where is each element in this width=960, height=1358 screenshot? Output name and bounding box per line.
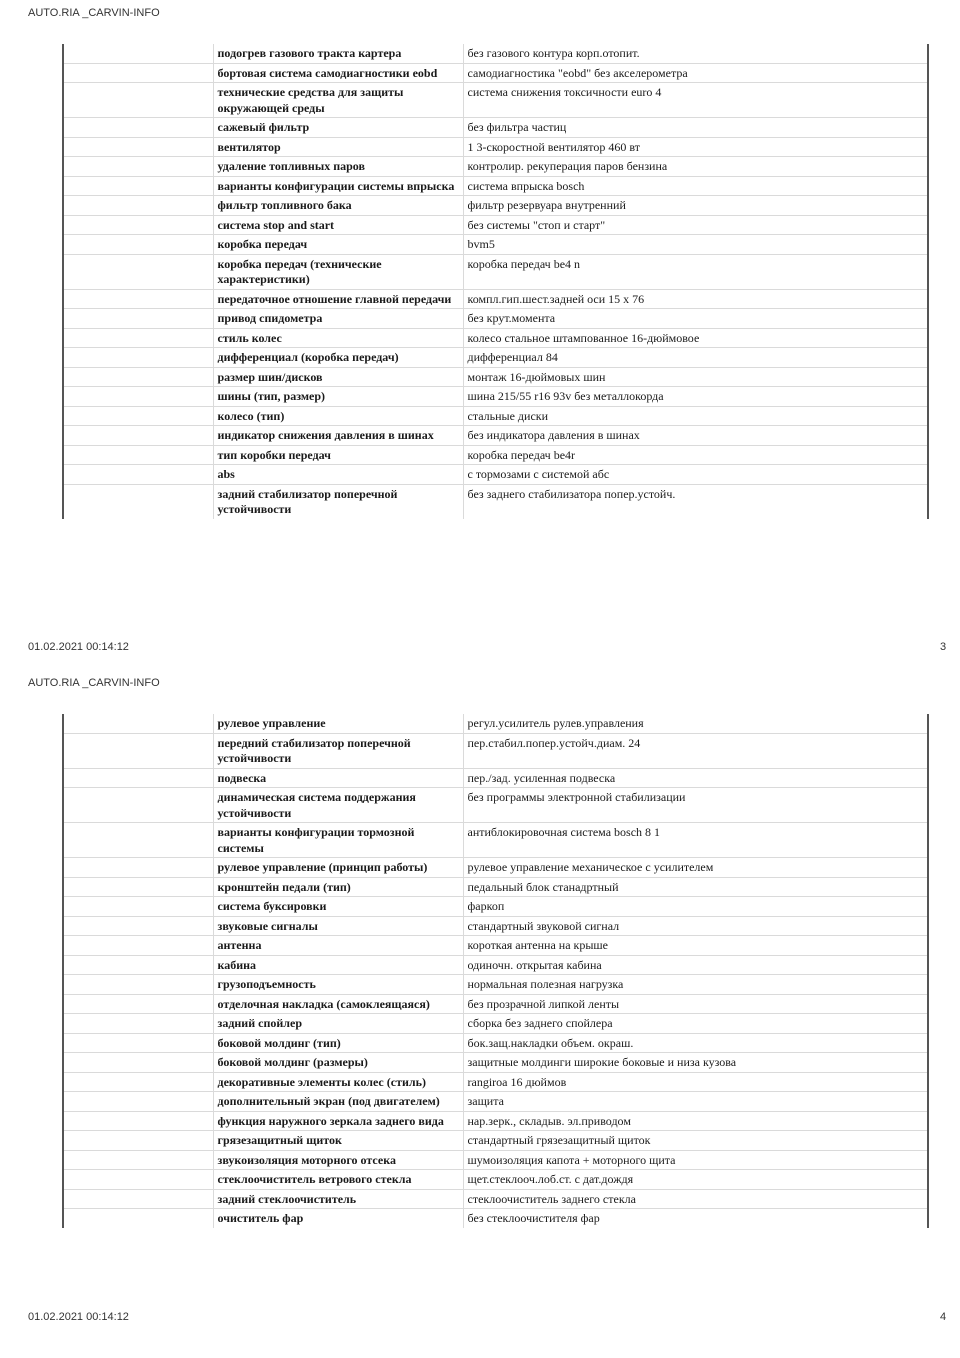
table-row bbox=[63, 1170, 928, 1190]
table-row bbox=[63, 44, 928, 63]
table-row bbox=[63, 176, 928, 196]
spec-value-cell: пер.стабил.попер.устойч.диам. 24 bbox=[463, 733, 928, 768]
spec-name-cell: рулевое управление (принцип работы) bbox=[213, 858, 463, 878]
spec-value-cell: колесо стальное штампованное 16-дюймовое bbox=[463, 328, 928, 348]
empty-cell bbox=[63, 406, 213, 426]
spec-name-cell: размер шин/дисков bbox=[213, 367, 463, 387]
spec-name-cell: задний стеклоочиститель bbox=[213, 1189, 463, 1209]
spec-value-cell: пер./зад. усиленная подвеска bbox=[463, 768, 928, 788]
table-row bbox=[63, 788, 928, 823]
table-row bbox=[63, 157, 928, 177]
spec-name-cell: система буксировки bbox=[213, 897, 463, 917]
spec-name-cell: стиль колес bbox=[213, 328, 463, 348]
spec-name-cell: коробка передач (технические характеристики) bbox=[213, 254, 463, 289]
spec-table-body bbox=[63, 44, 928, 519]
spec-name-cell: удаление топливных паров bbox=[213, 157, 463, 177]
table-row bbox=[63, 955, 928, 975]
spec-name-cell: кабина bbox=[213, 955, 463, 975]
empty-cell bbox=[63, 328, 213, 348]
table-row bbox=[63, 1209, 928, 1228]
spec-value-cell: защитные молдинги широкие боковые и низа кузова bbox=[463, 1053, 928, 1073]
page-header: AUTO.RIA _CARVIN-INFO bbox=[28, 677, 160, 689]
spec-value-cell: система снижения токсичности euro 4 bbox=[463, 83, 928, 118]
table-row bbox=[63, 215, 928, 235]
spec-value-cell: сборка без заднего спойлера bbox=[463, 1014, 928, 1034]
spec-name-cell: задний стабилизатор поперечной устойчивости bbox=[213, 484, 463, 519]
spec-name-cell: сажевый фильтр bbox=[213, 118, 463, 138]
empty-cell bbox=[63, 897, 213, 917]
spec-value-cell: коробка передач be4r bbox=[463, 445, 928, 465]
spec-name-cell: звукоизоляция моторного отсека bbox=[213, 1150, 463, 1170]
table-row bbox=[63, 137, 928, 157]
footer-date: 01.02.2021 00:14:12 bbox=[28, 1311, 129, 1323]
spec-value-cell: монтаж 16-дюймовых шин bbox=[463, 367, 928, 387]
empty-cell bbox=[63, 1033, 213, 1053]
spec-value-cell: короткая антенна на крыше bbox=[463, 936, 928, 956]
empty-cell bbox=[63, 1053, 213, 1073]
spec-table bbox=[62, 44, 929, 519]
table-row bbox=[63, 387, 928, 407]
spec-name-cell: задний спойлер bbox=[213, 1014, 463, 1034]
empty-cell bbox=[63, 994, 213, 1014]
table-row bbox=[63, 484, 928, 519]
table-row bbox=[63, 445, 928, 465]
empty-cell bbox=[63, 445, 213, 465]
spec-value-cell: bvm5 bbox=[463, 235, 928, 255]
spec-name-cell: звуковые сигналы bbox=[213, 916, 463, 936]
spec-value-cell: шумоизоляция капота + моторного щита bbox=[463, 1150, 928, 1170]
spec-name-cell: антенна bbox=[213, 936, 463, 956]
table-row bbox=[63, 714, 928, 733]
spec-name-cell: передний стабилизатор поперечной устойчивости bbox=[213, 733, 463, 768]
table-row bbox=[63, 936, 928, 956]
page-number: 3 bbox=[940, 641, 947, 653]
empty-cell bbox=[63, 1170, 213, 1190]
spec-value-cell: шина 215/55 r16 93v без металлокорда bbox=[463, 387, 928, 407]
empty-cell bbox=[63, 309, 213, 329]
table-row bbox=[63, 877, 928, 897]
table-row bbox=[63, 63, 928, 83]
table-row bbox=[63, 823, 928, 858]
table-row bbox=[63, 1033, 928, 1053]
spec-value-cell: щет.стеклооч.лоб.ст. с дат.дождя bbox=[463, 1170, 928, 1190]
spec-name-cell: тип коробки передач bbox=[213, 445, 463, 465]
spec-name-cell: варианты конфигурации системы впрыска bbox=[213, 176, 463, 196]
table-row bbox=[63, 858, 928, 878]
spec-value-cell: без газового контура корп.отопит. bbox=[463, 44, 928, 63]
spec-value-cell: без индикатора давления в шинах bbox=[463, 426, 928, 446]
empty-cell bbox=[63, 1111, 213, 1131]
spec-value-cell: без прозрачной липкой ленты bbox=[463, 994, 928, 1014]
empty-cell bbox=[63, 137, 213, 157]
table-row bbox=[63, 1072, 928, 1092]
spec-value-cell: стандартный звуковой сигнал bbox=[463, 916, 928, 936]
spec-value-cell: самодиагностика "eobd" без акселерометра bbox=[463, 63, 928, 83]
spec-value-cell: нормальная полезная нагрузка bbox=[463, 975, 928, 995]
table-row bbox=[63, 406, 928, 426]
empty-cell bbox=[63, 788, 213, 823]
empty-cell bbox=[63, 118, 213, 138]
spec-name-cell: abs bbox=[213, 465, 463, 485]
footer-date: 01.02.2021 00:14:12 bbox=[28, 641, 129, 653]
spec-name-cell: шины (тип, размер) bbox=[213, 387, 463, 407]
table-row bbox=[63, 768, 928, 788]
spec-value-cell: бок.защ.накладки объем. окраш. bbox=[463, 1033, 928, 1053]
spec-value-cell: регул.усилитель рулев.управления bbox=[463, 714, 928, 733]
spec-value-cell: контролир. рекуперация паров бензина bbox=[463, 157, 928, 177]
table-row bbox=[63, 1053, 928, 1073]
table-row bbox=[63, 254, 928, 289]
empty-cell bbox=[63, 348, 213, 368]
table-row bbox=[63, 1150, 928, 1170]
spec-name-cell: технические средства для защиты окружающей среды bbox=[213, 83, 463, 118]
empty-cell bbox=[63, 823, 213, 858]
empty-cell bbox=[63, 426, 213, 446]
spec-value-cell: без системы "стоп и старт" bbox=[463, 215, 928, 235]
empty-cell bbox=[63, 714, 213, 733]
spec-name-cell: колесо (тип) bbox=[213, 406, 463, 426]
empty-cell bbox=[63, 44, 213, 63]
table-row bbox=[63, 733, 928, 768]
spec-value-cell: компл.гип.шест.задней оси 15 x 76 bbox=[463, 289, 928, 309]
spec-name-cell: коробка передач bbox=[213, 235, 463, 255]
empty-cell bbox=[63, 1209, 213, 1228]
spec-name-cell: декоративные элементы колес (стиль) bbox=[213, 1072, 463, 1092]
spec-name-cell: привод спидометра bbox=[213, 309, 463, 329]
spec-value-cell: стеклоочиститель заднего стекла bbox=[463, 1189, 928, 1209]
spec-name-cell: дифференциал (коробка передач) bbox=[213, 348, 463, 368]
table-row bbox=[63, 196, 928, 216]
spec-value-cell: с тормозами с системой абс bbox=[463, 465, 928, 485]
table-row bbox=[63, 975, 928, 995]
spec-name-cell: дополнительный экран (под двигателем) bbox=[213, 1092, 463, 1112]
table-row bbox=[63, 1014, 928, 1034]
table-row bbox=[63, 465, 928, 485]
table-row bbox=[63, 83, 928, 118]
table-row bbox=[63, 1189, 928, 1209]
empty-cell bbox=[63, 465, 213, 485]
spec-name-cell: варианты конфигурации тормозной системы bbox=[213, 823, 463, 858]
empty-cell bbox=[63, 955, 213, 975]
spec-name-cell: индикатор снижения давления в шинах bbox=[213, 426, 463, 446]
spec-name-cell: боковой молдинг (тип) bbox=[213, 1033, 463, 1053]
spec-value-cell: 1 3-скоростной вентилятор 460 вт bbox=[463, 137, 928, 157]
spec-name-cell: стеклоочиститель ветрового стекла bbox=[213, 1170, 463, 1190]
empty-cell bbox=[63, 1189, 213, 1209]
empty-cell bbox=[63, 63, 213, 83]
empty-cell bbox=[63, 254, 213, 289]
table-row bbox=[63, 897, 928, 917]
table-row bbox=[63, 328, 928, 348]
spec-name-cell: динамическая система поддержания устойчивости bbox=[213, 788, 463, 823]
spec-value-cell: без стеклоочистителя фар bbox=[463, 1209, 928, 1228]
spec-value-cell: педальный блок станадртный bbox=[463, 877, 928, 897]
spec-name-cell: боковой молдинг (размеры) bbox=[213, 1053, 463, 1073]
spec-name-cell: фильтр топливного бака bbox=[213, 196, 463, 216]
empty-cell bbox=[63, 1150, 213, 1170]
spec-name-cell: передаточное отношение главной передачи bbox=[213, 289, 463, 309]
spec-value-cell: нар.зерк., складыв. эл.приводом bbox=[463, 1111, 928, 1131]
spec-name-cell: функция наружного зеркала заднего вида bbox=[213, 1111, 463, 1131]
spec-value-cell: стальные диски bbox=[463, 406, 928, 426]
empty-cell bbox=[63, 157, 213, 177]
spec-name-cell: вентилятор bbox=[213, 137, 463, 157]
table-row bbox=[63, 348, 928, 368]
table-row bbox=[63, 309, 928, 329]
table-row bbox=[63, 1131, 928, 1151]
spec-value-cell: одиночн. открытая кабина bbox=[463, 955, 928, 975]
spec-value-cell: стандартный грязезащитный щиток bbox=[463, 1131, 928, 1151]
empty-cell bbox=[63, 733, 213, 768]
table-row bbox=[63, 426, 928, 446]
spec-value-cell: система впрыска bosch bbox=[463, 176, 928, 196]
table-row bbox=[63, 1111, 928, 1131]
spec-table bbox=[62, 714, 929, 1228]
empty-cell bbox=[63, 858, 213, 878]
empty-cell bbox=[63, 196, 213, 216]
table-row bbox=[63, 289, 928, 309]
spec-value-cell: рулевое управление механическое с усилителем bbox=[463, 858, 928, 878]
empty-cell bbox=[63, 975, 213, 995]
spec-value-cell: антиблокировочная система bosch 8 1 bbox=[463, 823, 928, 858]
page-header: AUTO.RIA _CARVIN-INFO bbox=[28, 7, 160, 19]
table-row bbox=[63, 916, 928, 936]
spec-name-cell: подвеска bbox=[213, 768, 463, 788]
empty-cell bbox=[63, 83, 213, 118]
empty-cell bbox=[63, 1131, 213, 1151]
empty-cell bbox=[63, 235, 213, 255]
spec-name-cell: бортовая система самодиагностики eobd bbox=[213, 63, 463, 83]
spec-value-cell: фильтр резервуара внутренний bbox=[463, 196, 928, 216]
empty-cell bbox=[63, 289, 213, 309]
spec-value-cell: дифференциал 84 bbox=[463, 348, 928, 368]
empty-cell bbox=[63, 176, 213, 196]
table-row bbox=[63, 1092, 928, 1112]
empty-cell bbox=[63, 367, 213, 387]
empty-cell bbox=[63, 877, 213, 897]
spec-name-cell: подогрев газового тракта картера bbox=[213, 44, 463, 63]
spec-value-cell: фаркоп bbox=[463, 897, 928, 917]
empty-cell bbox=[63, 1072, 213, 1092]
spec-table-body bbox=[63, 714, 928, 1228]
empty-cell bbox=[63, 215, 213, 235]
spec-value-cell: без фильтра частиц bbox=[463, 118, 928, 138]
spec-value-cell: без программы электронной стабилизации bbox=[463, 788, 928, 823]
spec-name-cell: отделочная накладка (самоклеящаяся) bbox=[213, 994, 463, 1014]
page-number: 4 bbox=[940, 1311, 947, 1323]
spec-value-cell: rangiroa 16 дюймов bbox=[463, 1072, 928, 1092]
table-row bbox=[63, 118, 928, 138]
table-row bbox=[63, 235, 928, 255]
empty-cell bbox=[63, 768, 213, 788]
spec-value-cell: без заднего стабилизатора попер.устойч. bbox=[463, 484, 928, 519]
empty-cell bbox=[63, 1092, 213, 1112]
empty-cell bbox=[63, 387, 213, 407]
table-row bbox=[63, 367, 928, 387]
spec-name-cell: система stop and start bbox=[213, 215, 463, 235]
empty-cell bbox=[63, 916, 213, 936]
spec-value-cell: коробка передач be4 n bbox=[463, 254, 928, 289]
spec-name-cell: кронштейн педали (тип) bbox=[213, 877, 463, 897]
table-row bbox=[63, 994, 928, 1014]
empty-cell bbox=[63, 1014, 213, 1034]
empty-cell bbox=[63, 936, 213, 956]
empty-cell bbox=[63, 484, 213, 519]
spec-value-cell: защита bbox=[463, 1092, 928, 1112]
spec-name-cell: грязезащитный щиток bbox=[213, 1131, 463, 1151]
spec-name-cell: грузоподъемность bbox=[213, 975, 463, 995]
spec-name-cell: очиститель фар bbox=[213, 1209, 463, 1228]
spec-name-cell: рулевое управление bbox=[213, 714, 463, 733]
spec-value-cell: без крут.момента bbox=[463, 309, 928, 329]
